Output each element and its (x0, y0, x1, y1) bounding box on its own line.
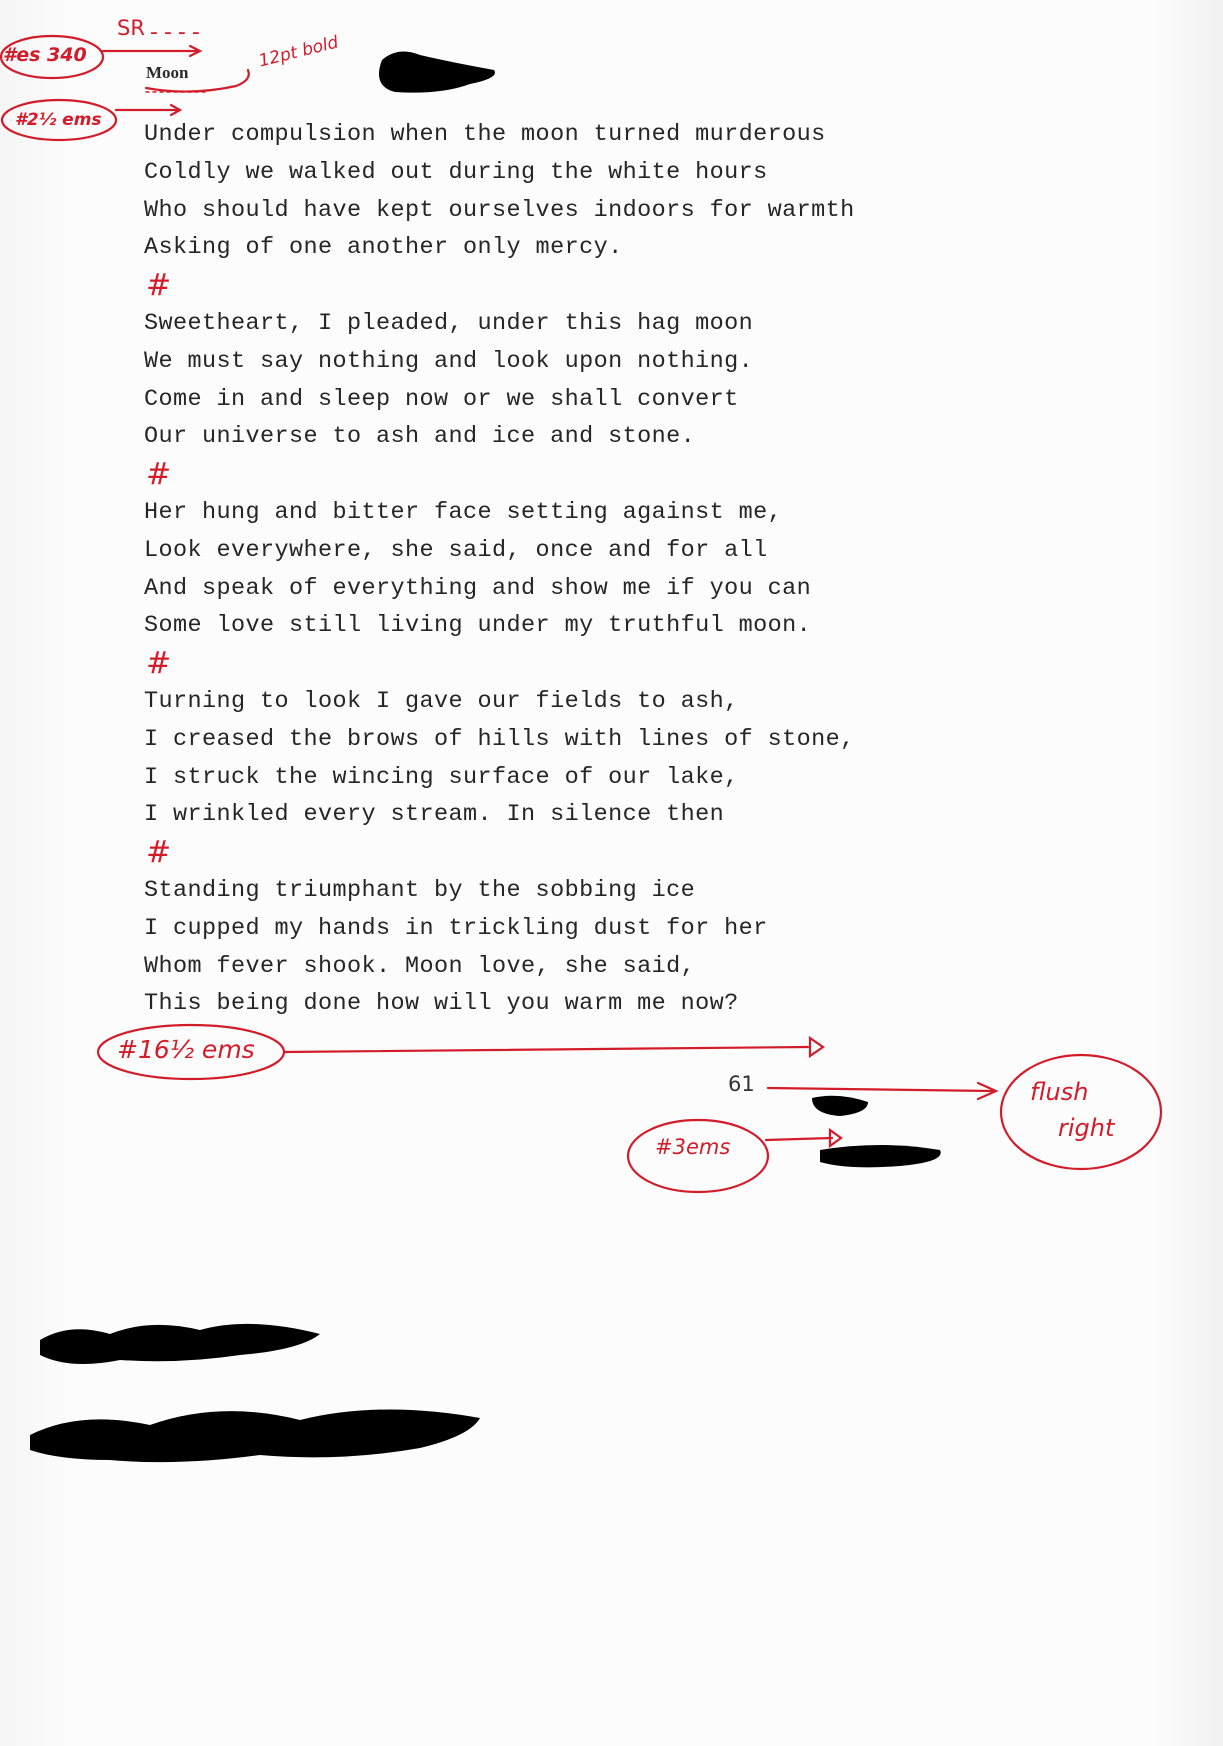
poem-line: Our universe to ash and ice and stone. (144, 423, 696, 451)
folio-space-arrow (766, 1138, 832, 1140)
flush-right-circle (1001, 1055, 1161, 1169)
indent-circle (2, 100, 116, 140)
poem-line: Whom fever shook. Moon love, she said, (144, 952, 696, 980)
stanza-break-marker: # (146, 835, 172, 871)
redaction-bottom-2 (30, 1409, 480, 1462)
poem-line: And speak of everything and show me if you can (144, 574, 812, 602)
poem-line: I wrinkled every stream. In silence then (144, 801, 725, 829)
poem-line: Sweetheart, I pleaded, under this hag moon (144, 309, 754, 337)
flush-right-annotation-line2: right (1058, 1114, 1115, 1142)
poem-line: I struck the wincing surface of our lake, (144, 763, 739, 791)
redaction-folio-1 (812, 1096, 868, 1116)
flush-right-arrow (768, 1088, 992, 1091)
poem-line: Under compulsion when the moon turned murderous (144, 121, 826, 148)
poem-line: Come in and sleep now or we shall convert (144, 385, 739, 413)
poem-line: Who should have kept ourselves indoors for warmth (144, 196, 855, 224)
stanza-break-marker: # (146, 457, 172, 493)
title-underline (146, 70, 249, 92)
poem-line: This being done how will you warm me now? (144, 990, 739, 1018)
stanza-break-marker: # (146, 268, 172, 304)
folio-space-circle (628, 1120, 768, 1192)
page-number: 61 (728, 1072, 755, 1096)
font-spec-annotation: 12pt bold (256, 32, 341, 72)
poem-line: I cupped my hands in trickling dust for her (144, 914, 768, 942)
flush-right-annotation-line1: flush (1030, 1078, 1089, 1106)
indent-annotation: #2½ ems (15, 110, 102, 130)
bottom-indent-arrow (284, 1047, 808, 1052)
poem-line: Some love still living under my truthful moon. (144, 612, 812, 640)
poem-line: Standing triumphant by the sobbing ice (144, 876, 696, 904)
folio-space-annotation: #3ems (655, 1135, 731, 1159)
font-code-annotation: #es 340 (3, 44, 87, 66)
bottom-indent-annotation: #16½ ems (117, 1035, 255, 1064)
redaction-top (379, 51, 495, 92)
poem-line: Turning to look I gave our fields to ash, (144, 687, 739, 715)
redactions (30, 51, 941, 1462)
poem-line: Asking of one another only mercy. (144, 234, 623, 262)
poem-line: I creased the brows of hills with lines of stone, (144, 725, 855, 753)
bottom-indent-circle (98, 1025, 284, 1079)
font-code-circle (1, 36, 103, 78)
sr-annotation: SR (117, 16, 145, 40)
poem-line: Look everywhere, she said, once and for all (144, 536, 768, 564)
redaction-bottom-1 (40, 1324, 320, 1364)
poem-line: Her hung and bitter face setting against me, (144, 498, 783, 526)
poem-title: Moon (146, 63, 189, 82)
dashes-annotation: ---- (150, 20, 206, 45)
stanza-break-marker: # (146, 646, 172, 682)
poem-line: Coldly we walked out during the white hours (144, 158, 768, 186)
redaction-folio-2 (820, 1145, 941, 1167)
poem-line: We must say nothing and look upon nothing. (144, 347, 754, 375)
